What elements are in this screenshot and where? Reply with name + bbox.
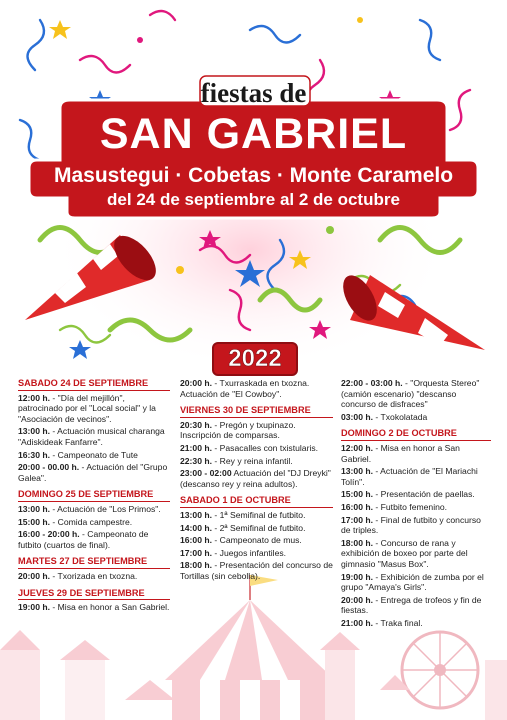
event-description: - Exhibición de zumba por el grupo "Amaya's Girls". [341, 571, 484, 593]
event-time: 15:00 h. [18, 516, 51, 527]
event-description: - Campeonato de futbito (cuartos de final). [18, 529, 149, 550]
event-description: - Pregón y txupinazo. Inscripción de comparsas. [180, 419, 296, 441]
event-time: 12:00 h. [18, 392, 51, 403]
event-description: - Actuación de "El Mariachi Tolín". [341, 466, 478, 487]
event-time: 17:00 h. [180, 547, 213, 558]
schedule-event [18, 602, 170, 613]
schedule-event [180, 468, 333, 489]
schedule-event [18, 517, 170, 528]
schedule-event [180, 456, 333, 467]
schedule-column-3 [341, 378, 491, 630]
year-badge: 2022 [212, 342, 298, 376]
schedule-event [18, 426, 170, 447]
event-description: - Txurraskada en txozna. Actuación de "El Cowboy". [180, 378, 310, 399]
schedule-event [180, 443, 333, 454]
schedule-event [18, 462, 170, 483]
event-description: - "Día del mejillón", patrocinado por el "Local social" y la "Asociación de vecinos". [18, 392, 156, 424]
event-description: - Actuación musical charanga "Adiskideak Fanfarre". [18, 426, 165, 447]
schedule-event [180, 548, 333, 559]
event-time: 20:30 h. [180, 419, 213, 430]
schedule-column-1 [18, 378, 170, 615]
event-time: 14:00 h. [180, 522, 213, 533]
event-time: 12:00 h. [341, 442, 374, 453]
event-time: 13:00 h. [180, 509, 213, 520]
event-description: Actuación del "DJ Dreyki" (descanso rey y reina adultos). [180, 468, 331, 489]
schedule-event [18, 571, 170, 582]
event-time: 20:00 h. [341, 594, 374, 605]
event-time: 16:00 h. [341, 501, 374, 512]
event-description: - Pasacalles con txistularis. [212, 442, 319, 453]
event-description: - Comida campestre. [50, 516, 133, 527]
event-description: - Traka final. [373, 617, 423, 628]
schedule-event [341, 443, 491, 464]
schedule-event [18, 504, 170, 515]
event-description: - 1ª Semifinal de futbito. [212, 509, 306, 520]
schedule-event [341, 489, 491, 500]
schedule-event [341, 515, 491, 536]
schedule-event [341, 466, 491, 487]
schedule-event [18, 393, 170, 425]
event-description: - Campeonato de Tute [50, 449, 138, 460]
schedule-event [341, 572, 491, 593]
day-heading: DOMINGO 25 DE SEPTIEMBRE [18, 489, 170, 502]
event-description: - "Orquesta Stereo" (camión escenario) "descanso concurso de disfraces" [341, 378, 480, 410]
schedule-event [341, 538, 491, 570]
event-time: 18:00 h. [180, 560, 213, 571]
day-heading: SABADO 1 DE OCTUBRE [180, 495, 333, 508]
event-time: 19:00 h. [341, 571, 374, 582]
event-description: - Presentación de paellas. [373, 489, 475, 500]
poster-title: SAN GABRIEL [99, 110, 408, 158]
schedule-event [180, 560, 333, 581]
event-time: 15:00 h. [341, 489, 374, 500]
event-time: 17:00 h. [341, 514, 374, 525]
schedule-event [18, 529, 170, 550]
schedule-event [341, 595, 491, 616]
event-description: - Campeonato de mus. [212, 535, 302, 546]
event-time: 13:00 h. [18, 426, 51, 437]
event-description: - 2ª Semifinal de futbito. [212, 522, 306, 533]
event-description: - Concurso de rana y exhibición de boxeo por parte del gimnasio "Masus Box". [341, 537, 468, 569]
event-time: 22:30 h. [180, 455, 213, 466]
event-description: - Juegos infantiles. [212, 547, 287, 558]
event-description: - Futbito femenino. [373, 501, 448, 512]
schedule-event [341, 618, 491, 629]
event-description: - Entrega de trofeos y fin de fiestas. [341, 594, 482, 616]
event-time: 13:00 h. [341, 466, 374, 477]
event-time: 03:00 h. [341, 411, 374, 422]
day-heading: JUEVES 29 DE SEPTIEMBRE [18, 588, 170, 601]
event-time: 19:00 h. [18, 602, 51, 613]
event-time: 21:00 h. [180, 442, 213, 453]
event-description: - Actuación de "Los Primos". [50, 503, 161, 514]
poster-places: Masustegui · Cobetas · Monte Caramelo [53, 164, 454, 187]
event-description: - Actuación del "Grupo Galea". [18, 462, 168, 483]
schedule-event [341, 378, 491, 410]
event-time: 20:00 h. [18, 570, 51, 581]
day-heading: VIERNES 30 DE SEPTIEMBRE [180, 405, 333, 418]
day-heading: SABADO 24 DE SEPTIEMBRE [18, 378, 170, 391]
event-description: - Presentación del concurso de Tortillas (sin cebolla). [180, 560, 333, 581]
event-description: - Rey y reina infantil. [212, 455, 293, 466]
event-description: - Txokolatada [373, 411, 428, 422]
event-time: 16:00 - 20:00 h. [18, 529, 80, 540]
event-time: 20:00 - 00.00 h. [18, 462, 80, 473]
event-time: 16:00 h. [180, 535, 213, 546]
schedule-event [18, 450, 170, 461]
event-description: - Txorizada en txozna. [50, 570, 138, 581]
day-heading: DOMINGO 2 DE OCTUBRE [341, 428, 491, 441]
event-description: - Misa en honor a San Gabriel. [50, 602, 170, 613]
poster-subtitle: fiestas de [200, 78, 307, 108]
schedule-event [341, 502, 491, 513]
poster-dates: del 24 de septiembre al 2 de octubre [107, 190, 400, 209]
event-time: 18:00 h. [341, 537, 374, 548]
schedule-event [180, 535, 333, 546]
event-description: - Final de futbito y concurso de triples. [341, 514, 481, 536]
schedule-event [180, 378, 333, 399]
event-description: - Misa en honor a San Gabriel. [341, 442, 460, 464]
event-time: 13:00 h. [18, 503, 51, 514]
schedule-event [180, 420, 333, 441]
day-heading: MARTES 27 DE SEPTIEMBRE [18, 556, 170, 569]
schedule-event [180, 510, 333, 521]
schedule-event [341, 412, 491, 423]
event-time: 20:00 h. [180, 378, 213, 388]
event-time: 22:00 - 03:00 h. [341, 378, 403, 388]
schedule-column-2 [180, 378, 333, 584]
event-time: 16:30 h. [18, 449, 51, 460]
event-time: 23:00 - 02:00 [180, 468, 232, 479]
event-time: 21:00 h. [341, 617, 374, 628]
schedule-event [180, 523, 333, 534]
